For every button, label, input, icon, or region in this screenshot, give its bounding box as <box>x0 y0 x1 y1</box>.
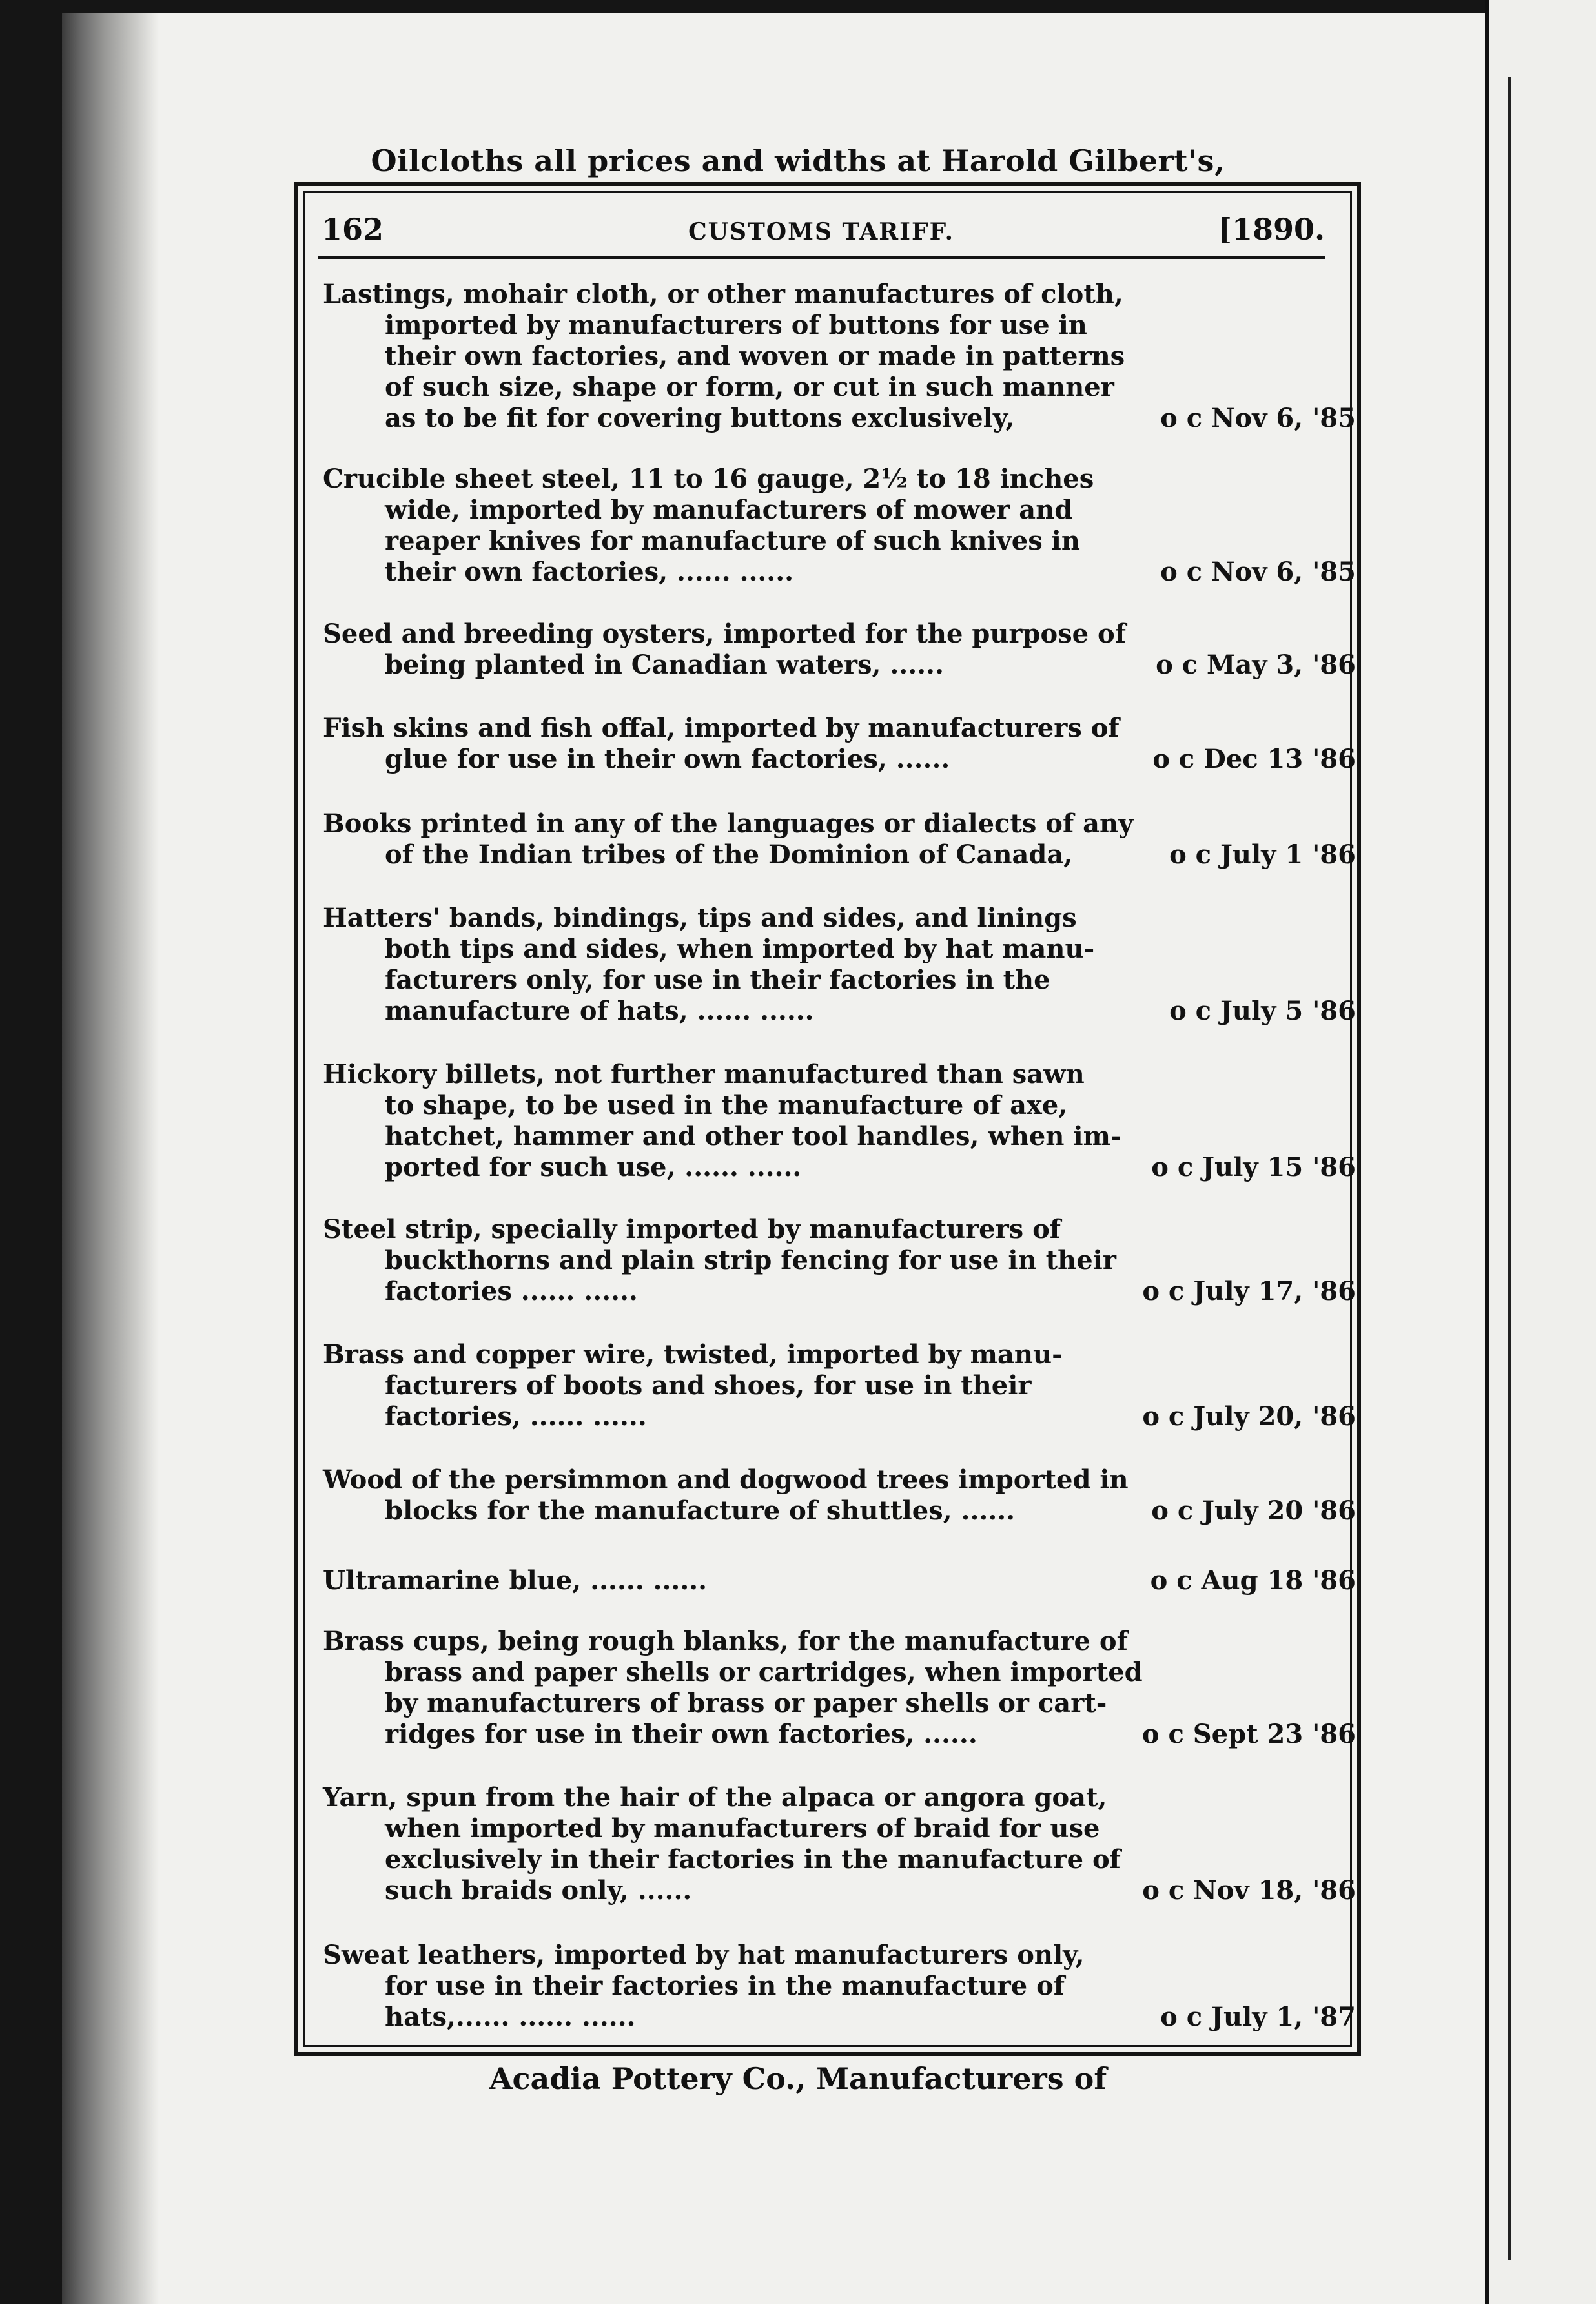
entry-line: of the Indian tribes of the Dominion of Canada, <box>385 839 1073 870</box>
entry-line: hats,...... ...... ...... <box>385 2002 636 2032</box>
entry-line: Steel strip, specially imported by manufacturers of <box>323 1214 1061 1244</box>
entry-line: Crucible sheet steel, 11 to 16 gauge, 2½ to 18 inches <box>323 464 1094 494</box>
entry-date: o c Aug 18 '86 <box>1150 1565 1356 1596</box>
entry-date: o c July 20 '86 <box>1151 1496 1356 1526</box>
entry-line: brass and paper shells or cartridges, when imported <box>385 1657 1143 1687</box>
running-title: CUSTOMS TARIFF. <box>688 218 955 245</box>
tariff-entry <box>323 1059 1356 1183</box>
entry-line: their own factories, and woven or made in patterns <box>385 341 1125 371</box>
entry-line: Yarn, spun from the hair of the alpaca or angora goat, <box>323 1782 1107 1813</box>
entry-line: as to be fit for covering buttons exclusively, <box>385 403 1015 433</box>
tariff-entry <box>323 713 1356 775</box>
entry-line: reaper knives for manufacture of such knives in <box>385 526 1080 556</box>
entry-date: o c July 5 '86 <box>1169 996 1356 1026</box>
entry-line: Hickory billets, not further manufactured than sawn <box>323 1059 1085 1089</box>
entry-line: Lastings, mohair cloth, or other manufactures of cloth, <box>323 279 1123 309</box>
entry-line: to shape, to be used in the manufacture of axe, <box>385 1090 1068 1120</box>
footer-advertisement: Acadia Pottery Co., Manufacturers of <box>489 2061 1107 2096</box>
tariff-entry <box>323 1214 1356 1307</box>
header-advertisement: Oilcloths all prices and widths at Harold Gilbert's, <box>371 143 1225 178</box>
entry-line: Fish skins and fish offal, imported by manufacturers of <box>323 713 1120 743</box>
tariff-entry <box>323 1339 1356 1432</box>
entry-line: such braids only, ...... <box>385 1875 692 1906</box>
tariff-entry <box>323 1782 1356 1906</box>
tariff-entry <box>323 279 1356 434</box>
entry-date: o c Nov 6, '85 <box>1160 557 1356 587</box>
tariff-entry <box>323 619 1356 681</box>
running-year: [1890. <box>1218 212 1325 247</box>
entry-line: wide, imported by manufacturers of mower and <box>385 495 1073 525</box>
entry-line: buckthorns and plain strip fencing for use in their <box>385 1245 1116 1275</box>
entry-line: Seed and breeding oysters, imported for the purpose of <box>323 619 1126 649</box>
entry-line: blocks for the manufacture of shuttles, ...... <box>385 1496 1016 1526</box>
entry-line: ridges for use in their own factories, ...... <box>385 1719 977 1749</box>
entry-date: o c July 17, '86 <box>1142 1276 1356 1306</box>
entry-line: factories ...... ...... <box>385 1276 638 1306</box>
entry-line: Brass and copper wire, twisted, imported by manu- <box>323 1339 1063 1370</box>
entry-date: o c July 15 '86 <box>1151 1152 1356 1182</box>
entry-line: for use in their factories in the manufacture of <box>385 1971 1065 2001</box>
entry-line: being planted in Canadian waters, ...... <box>385 650 944 680</box>
entry-line: facturers only, for use in their factories in the <box>385 965 1050 995</box>
tariff-entry <box>323 1565 1356 1596</box>
tariff-entry <box>323 903 1356 1027</box>
entry-line: hatchet, hammer and other tool handles, when im- <box>385 1121 1121 1151</box>
entry-line: facturers of boots and shoes, for use in their <box>385 1370 1032 1401</box>
entry-date: o c July 20, '86 <box>1142 1401 1356 1432</box>
entry-line: by manufacturers of brass or paper shells or cart- <box>385 1688 1107 1718</box>
entry-line: imported by manufacturers of buttons for use in <box>385 310 1087 340</box>
entry-line: both tips and sides, when imported by hat manu- <box>385 934 1095 964</box>
entry-line: manufacture of hats, ...... ...... <box>385 996 814 1026</box>
tariff-entry <box>323 808 1356 870</box>
entry-date: o c Nov 6, '85 <box>1160 403 1356 433</box>
page-number: 162 <box>322 212 384 247</box>
entry-line: of such size, shape or form, or cut in such manner <box>385 372 1114 402</box>
entry-date: o c Sept 23 '86 <box>1141 1719 1356 1749</box>
entry-line: Wood of the persimmon and dogwood trees imported in <box>323 1465 1129 1495</box>
entry-line: when imported by manufacturers of braid for use <box>385 1813 1100 1844</box>
entry-line: Ultramarine blue, ...... ...... <box>323 1565 708 1596</box>
entry-date: o c July 1 '86 <box>1169 839 1356 870</box>
entry-date: o c Dec 13 '86 <box>1152 744 1356 774</box>
entry-line: ported for such use, ...... ...... <box>385 1152 802 1182</box>
tariff-entry <box>323 1626 1356 1750</box>
entry-line: their own factories, ...... ...... <box>385 557 794 587</box>
entry-line: Books printed in any of the languages or dialects of any <box>323 808 1134 839</box>
entry-date: o c May 3, '86 <box>1156 650 1356 680</box>
tariff-entry <box>323 464 1356 588</box>
entry-line: exclusively in their factories in the manufacture of <box>385 1844 1121 1875</box>
entry-line: Brass cups, being rough blanks, for the manufacture of <box>323 1626 1128 1656</box>
entry-line: Hatters' bands, bindings, tips and sides, and linings <box>323 903 1077 933</box>
entry-date: o c July 1, '87 <box>1160 2002 1356 2032</box>
tariff-entry <box>323 1465 1356 1527</box>
entry-date: o c Nov 18, '86 <box>1142 1875 1356 1906</box>
entry-line: glue for use in their own factories, ...... <box>385 744 950 774</box>
entry-line: factories, ...... ...... <box>385 1401 647 1432</box>
tariff-entry <box>323 1940 1356 2033</box>
entry-line: Sweat leathers, imported by hat manufacturers only, <box>323 1940 1085 1970</box>
